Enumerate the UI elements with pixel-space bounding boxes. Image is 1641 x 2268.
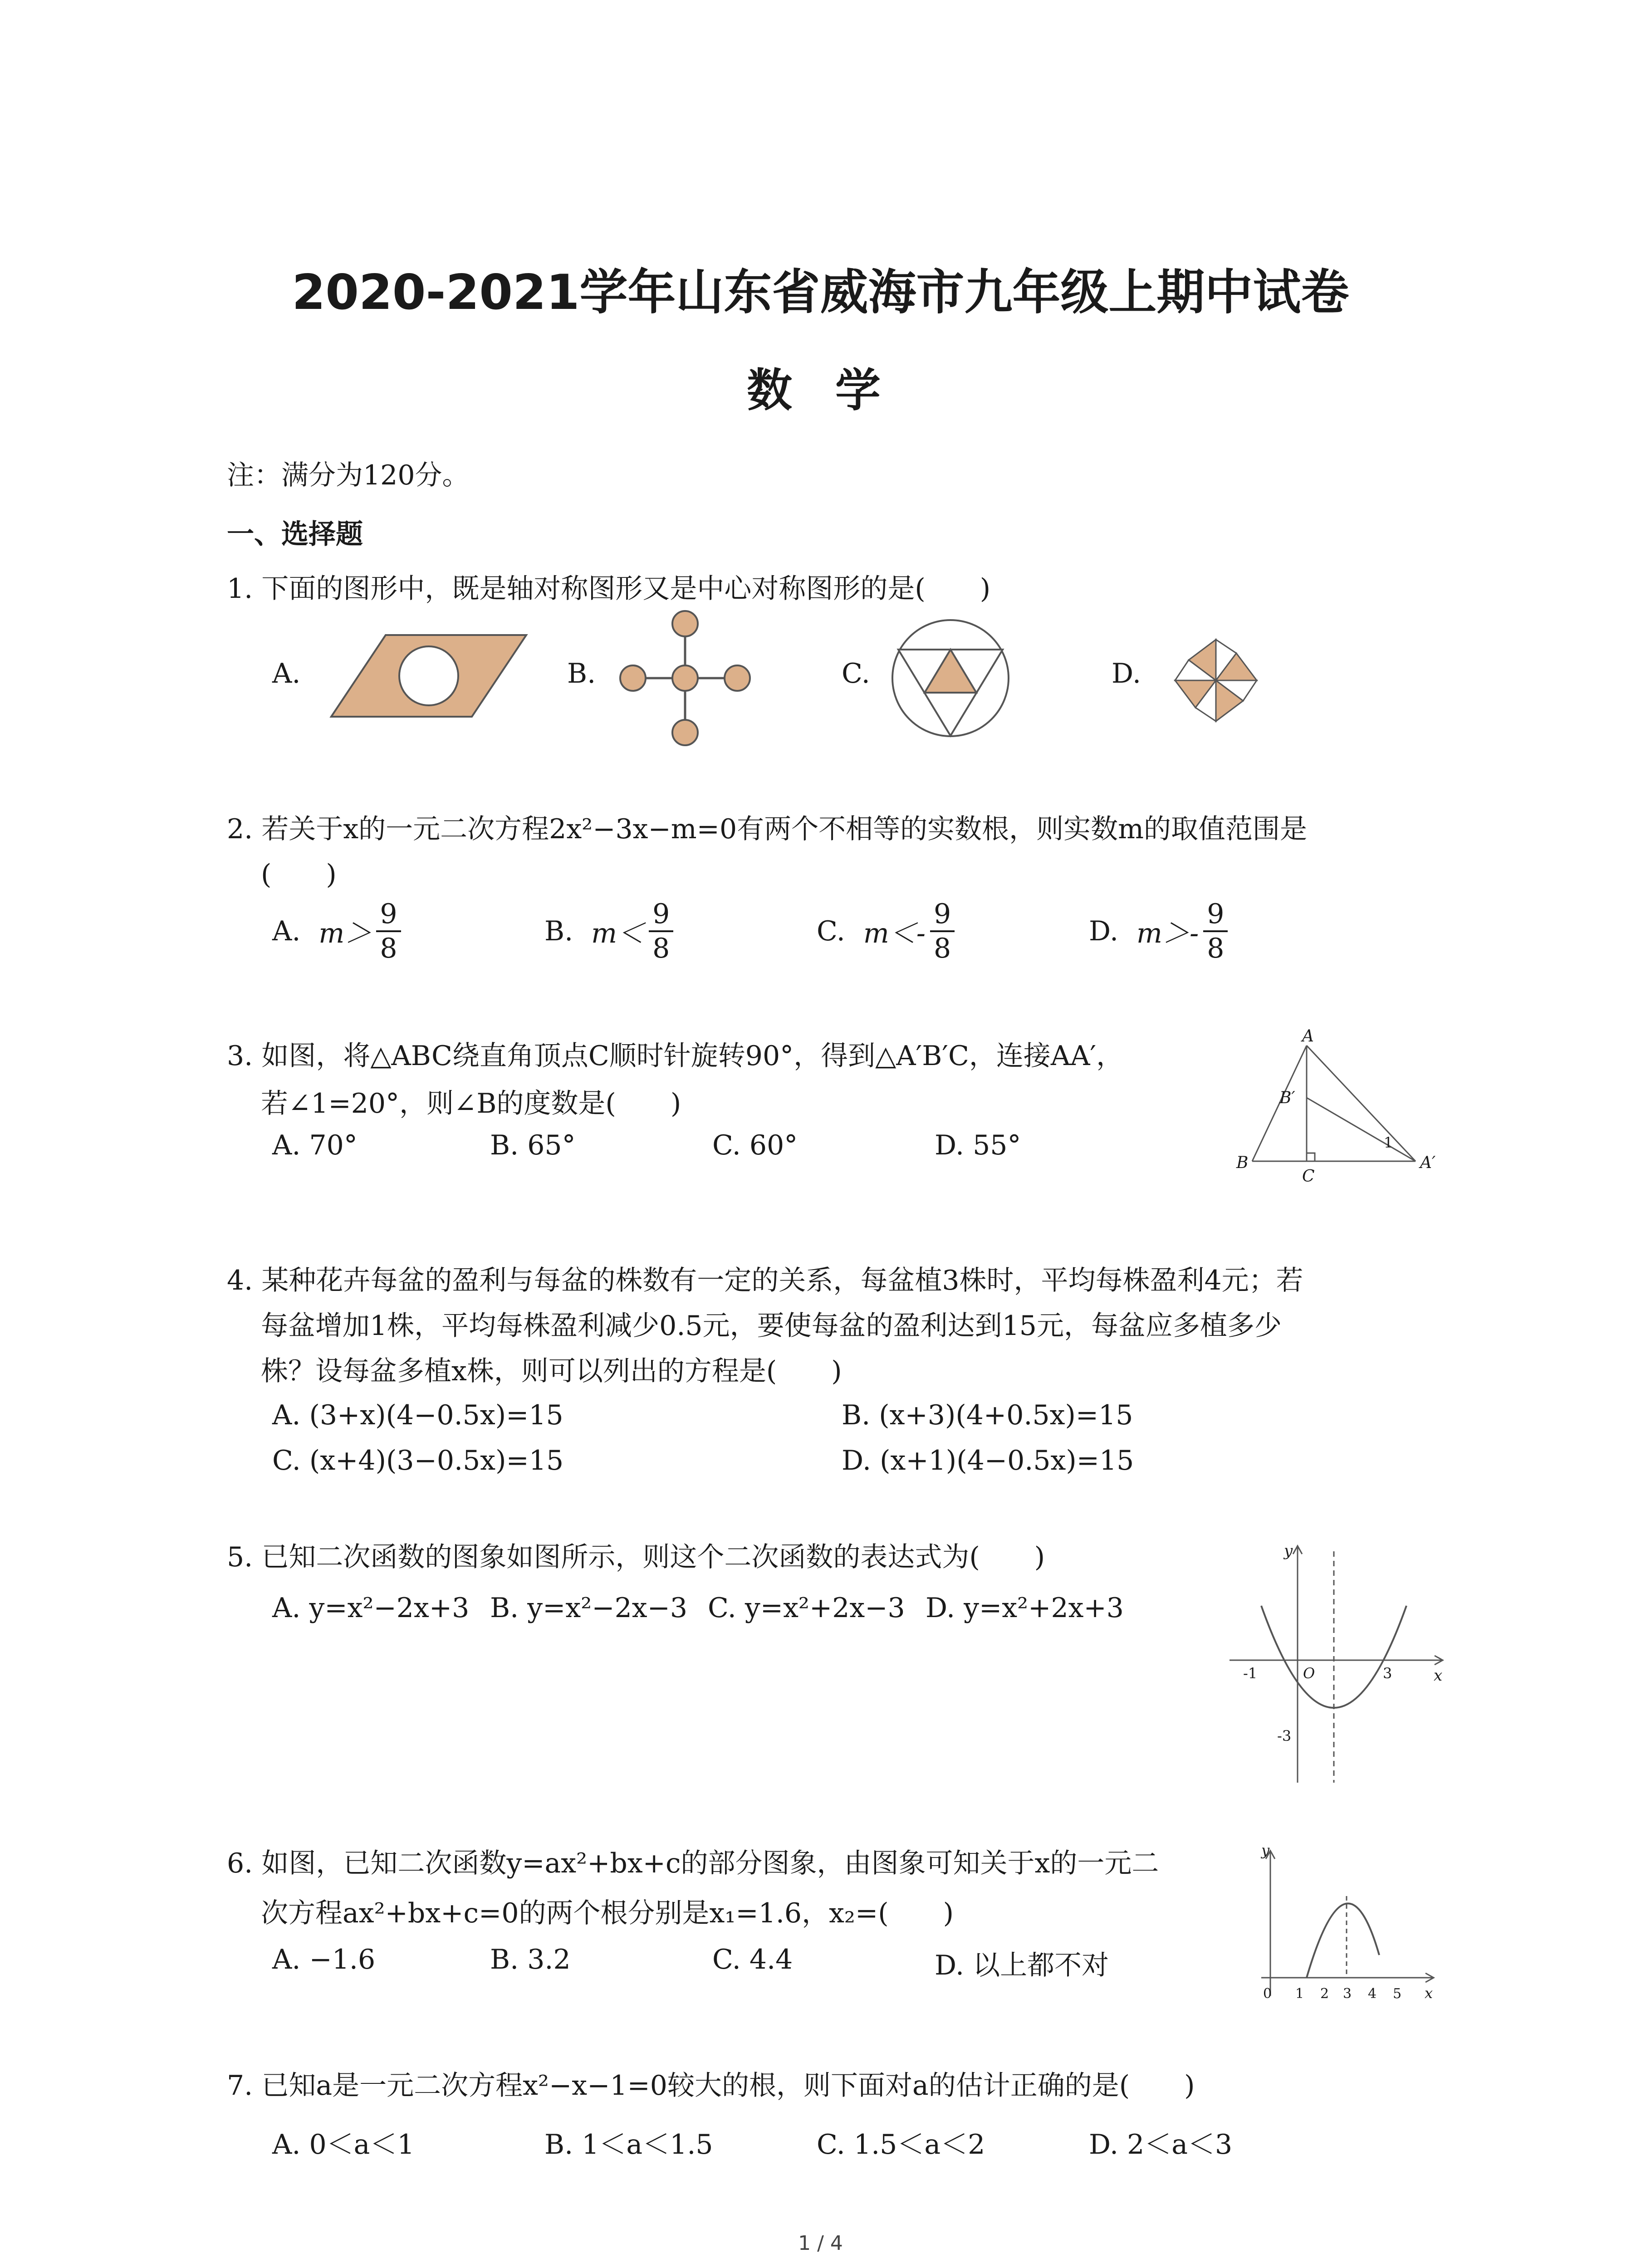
q2-option-a-expr: m＞ bbox=[318, 918, 372, 949]
q3-option-a: A. 70° bbox=[272, 1129, 358, 1161]
question-1-stem: 1. 下面的图形中，既是轴对称图形又是中心对称图形的是( ) bbox=[227, 573, 991, 605]
q3-option-c: C. 60° bbox=[712, 1129, 798, 1161]
q1-option-b-label: B. bbox=[567, 658, 596, 689]
question-3-stem-line-2: 若∠1=20°，则∠B的度数是( ) bbox=[261, 1088, 681, 1119]
q3-option-b: B. 65° bbox=[490, 1129, 576, 1161]
q2-option-a bbox=[272, 900, 401, 962]
q2-option-b-expr: m＜ bbox=[591, 918, 645, 949]
q4-option-a: A. (3+x)(4−0.5x)=15 bbox=[272, 1399, 563, 1431]
q2-option-d-fraction bbox=[1203, 900, 1228, 962]
q2-option-b bbox=[544, 900, 673, 962]
question-6-stem-line-1: 6. 如图，已知二次函数y=ax²+bx+c的部分图象，由图象可知关于x的一元二 bbox=[227, 1848, 1159, 1879]
section-heading: 一、选择题 bbox=[227, 518, 363, 550]
subject-title: 数 学 bbox=[747, 364, 894, 417]
fraction-denominator: 8 bbox=[652, 933, 670, 964]
q4-option-c: C. (x+4)(3−0.5x)=15 bbox=[272, 1445, 564, 1476]
question-3-stem-line-1: 3. 如图，将△ABC绕直角顶点C顺时针旋转90°，得到△A′B′C，连接AA′， bbox=[227, 1040, 1124, 1072]
q1-option-c-label: C. bbox=[842, 658, 870, 689]
q1-option-a-label: A. bbox=[272, 658, 301, 689]
q6-axis-x-label: x bbox=[1425, 1984, 1433, 2002]
question-4-stem-line-3: 株？设每盆多植x株，则可以列出的方程是( ) bbox=[261, 1355, 842, 1387]
question-6-stem-line-2: 次方程ax²+bx+c=0的两个根分别是x₁=1.6，x₂=( ) bbox=[261, 1897, 954, 1929]
q6-tick-2: 2 bbox=[1320, 1986, 1329, 2002]
q2-option-a-label: A. bbox=[272, 915, 301, 947]
q1-option-d-label: D. bbox=[1112, 658, 1141, 689]
q2-option-d-expr: m＞- bbox=[1136, 918, 1199, 949]
q5-tick-neg1: -1 bbox=[1243, 1665, 1258, 1682]
q2-option-b-label: B. bbox=[544, 915, 573, 947]
q4-option-b: B. (x+3)(4+0.5x)=15 bbox=[842, 1399, 1133, 1431]
question-4-stem-line-2: 每盆增加1株，平均每株盈利减少0.5元，要使每盆的盈利达到15元，每盆应多植多少 bbox=[261, 1310, 1282, 1342]
question-4-stem-line-1: 4. 某种花卉每盆的盈利与每盆的株数有一定的关系，每盆植3株时，平均每株盈利4元；若 bbox=[227, 1265, 1303, 1296]
q3-label-b-prime: B′ bbox=[1279, 1089, 1295, 1107]
q3-label-angle-1: 1 bbox=[1384, 1134, 1393, 1151]
q3-label-c: C bbox=[1302, 1167, 1315, 1186]
fraction-denominator: 8 bbox=[1207, 933, 1225, 964]
q6-tick-5: 5 bbox=[1393, 1986, 1402, 2002]
q3-option-d: D. 55° bbox=[935, 1129, 1021, 1161]
q5-origin-label: O bbox=[1303, 1665, 1315, 1682]
q2-option-a-fraction bbox=[376, 900, 401, 962]
fraction-numerator: 9 bbox=[376, 900, 401, 932]
q6-axis-y-label: y bbox=[1261, 1842, 1270, 1859]
question-7-stem: 7. 已知a是一元二次方程x²−x−1=0较大的根，则下面对a的估计正确的是( ) bbox=[227, 2070, 1195, 2102]
fraction-numerator: 9 bbox=[649, 900, 673, 932]
q5-axis-y-label: y bbox=[1284, 1542, 1293, 1560]
q2-option-b-fraction bbox=[649, 900, 673, 962]
q1-figure-d-pinwheel bbox=[1161, 635, 1270, 730]
q6-tick-3: 3 bbox=[1343, 1986, 1352, 2002]
fraction-denominator: 8 bbox=[934, 933, 951, 964]
q6-tick-1: 1 bbox=[1295, 1986, 1304, 2002]
q3-figure-rotated-triangle bbox=[1234, 1027, 1452, 1186]
q2-option-c-fraction bbox=[930, 900, 955, 962]
q1-figure-b-cross bbox=[617, 608, 753, 748]
fraction-numerator: 9 bbox=[1203, 900, 1228, 932]
q7-option-b: B. 1＜a＜1.5 bbox=[544, 2129, 713, 2160]
fraction-denominator: 8 bbox=[380, 933, 397, 964]
q5-axis-x-label: x bbox=[1434, 1667, 1443, 1685]
q5-tick-3: 3 bbox=[1383, 1665, 1392, 1682]
q2-option-c bbox=[817, 900, 955, 962]
q2-option-c-label: C. bbox=[817, 915, 845, 947]
q5-option-b: B. y=x²−2x−3 bbox=[490, 1592, 688, 1624]
q7-option-c: C. 1.5＜a＜2 bbox=[817, 2129, 985, 2160]
q6-option-b: B. 3.2 bbox=[490, 1944, 571, 1975]
page-number: 1 / 4 bbox=[798, 2232, 843, 2255]
q6-tick-4: 4 bbox=[1368, 1986, 1377, 2002]
q3-label-a: A bbox=[1302, 1027, 1314, 1046]
fraction-numerator: 9 bbox=[930, 900, 955, 932]
q3-label-b: B bbox=[1236, 1154, 1249, 1172]
q5-option-d: D. y=x²+2x+3 bbox=[926, 1592, 1124, 1624]
q6-option-c: C. 4.4 bbox=[712, 1944, 793, 1975]
exam-title: 2020-2021学年山东省威海市九年级上期中试卷 bbox=[292, 264, 1349, 320]
question-2-stem-line-1: 2. 若关于x的一元二次方程2x²−3x−m=0有两个不相等的实数根，则实数m的取值范围是 bbox=[227, 813, 1308, 845]
q5-tick-neg3: -3 bbox=[1277, 1727, 1292, 1745]
q5-figure-parabola bbox=[1225, 1538, 1452, 1792]
q5-option-c: C. y=x²+2x−3 bbox=[708, 1592, 905, 1624]
q3-label-a-prime: A′ bbox=[1420, 1154, 1436, 1172]
q6-option-a: A. −1.6 bbox=[272, 1944, 376, 1975]
q2-option-d bbox=[1089, 900, 1228, 962]
q1-figure-c-circle-triangle bbox=[889, 617, 1012, 739]
score-note: 注：满分为120分。 bbox=[227, 459, 470, 491]
q1-figure-a-parallelogram bbox=[327, 631, 535, 721]
q6-tick-0: 0 bbox=[1263, 1986, 1272, 2002]
q6-figure-partial-parabola bbox=[1243, 1842, 1443, 2005]
q2-option-c-expr: m＜- bbox=[863, 918, 926, 949]
q4-option-d: D. (x+1)(4−0.5x)=15 bbox=[842, 1445, 1134, 1476]
q5-option-a: A. y=x²−2x+3 bbox=[272, 1592, 470, 1624]
q6-option-d: D. 以上都不对 bbox=[935, 1950, 1109, 1981]
q7-option-d: D. 2＜a＜3 bbox=[1089, 2129, 1233, 2160]
q2-option-d-label: D. bbox=[1089, 915, 1119, 947]
question-2-stem-line-2: ( ) bbox=[261, 859, 337, 890]
question-5-stem: 5. 已知二次函数的图象如图所示，则这个二次函数的表达式为( ) bbox=[227, 1541, 1045, 1573]
q7-option-a: A. 0＜a＜1 bbox=[272, 2129, 415, 2160]
